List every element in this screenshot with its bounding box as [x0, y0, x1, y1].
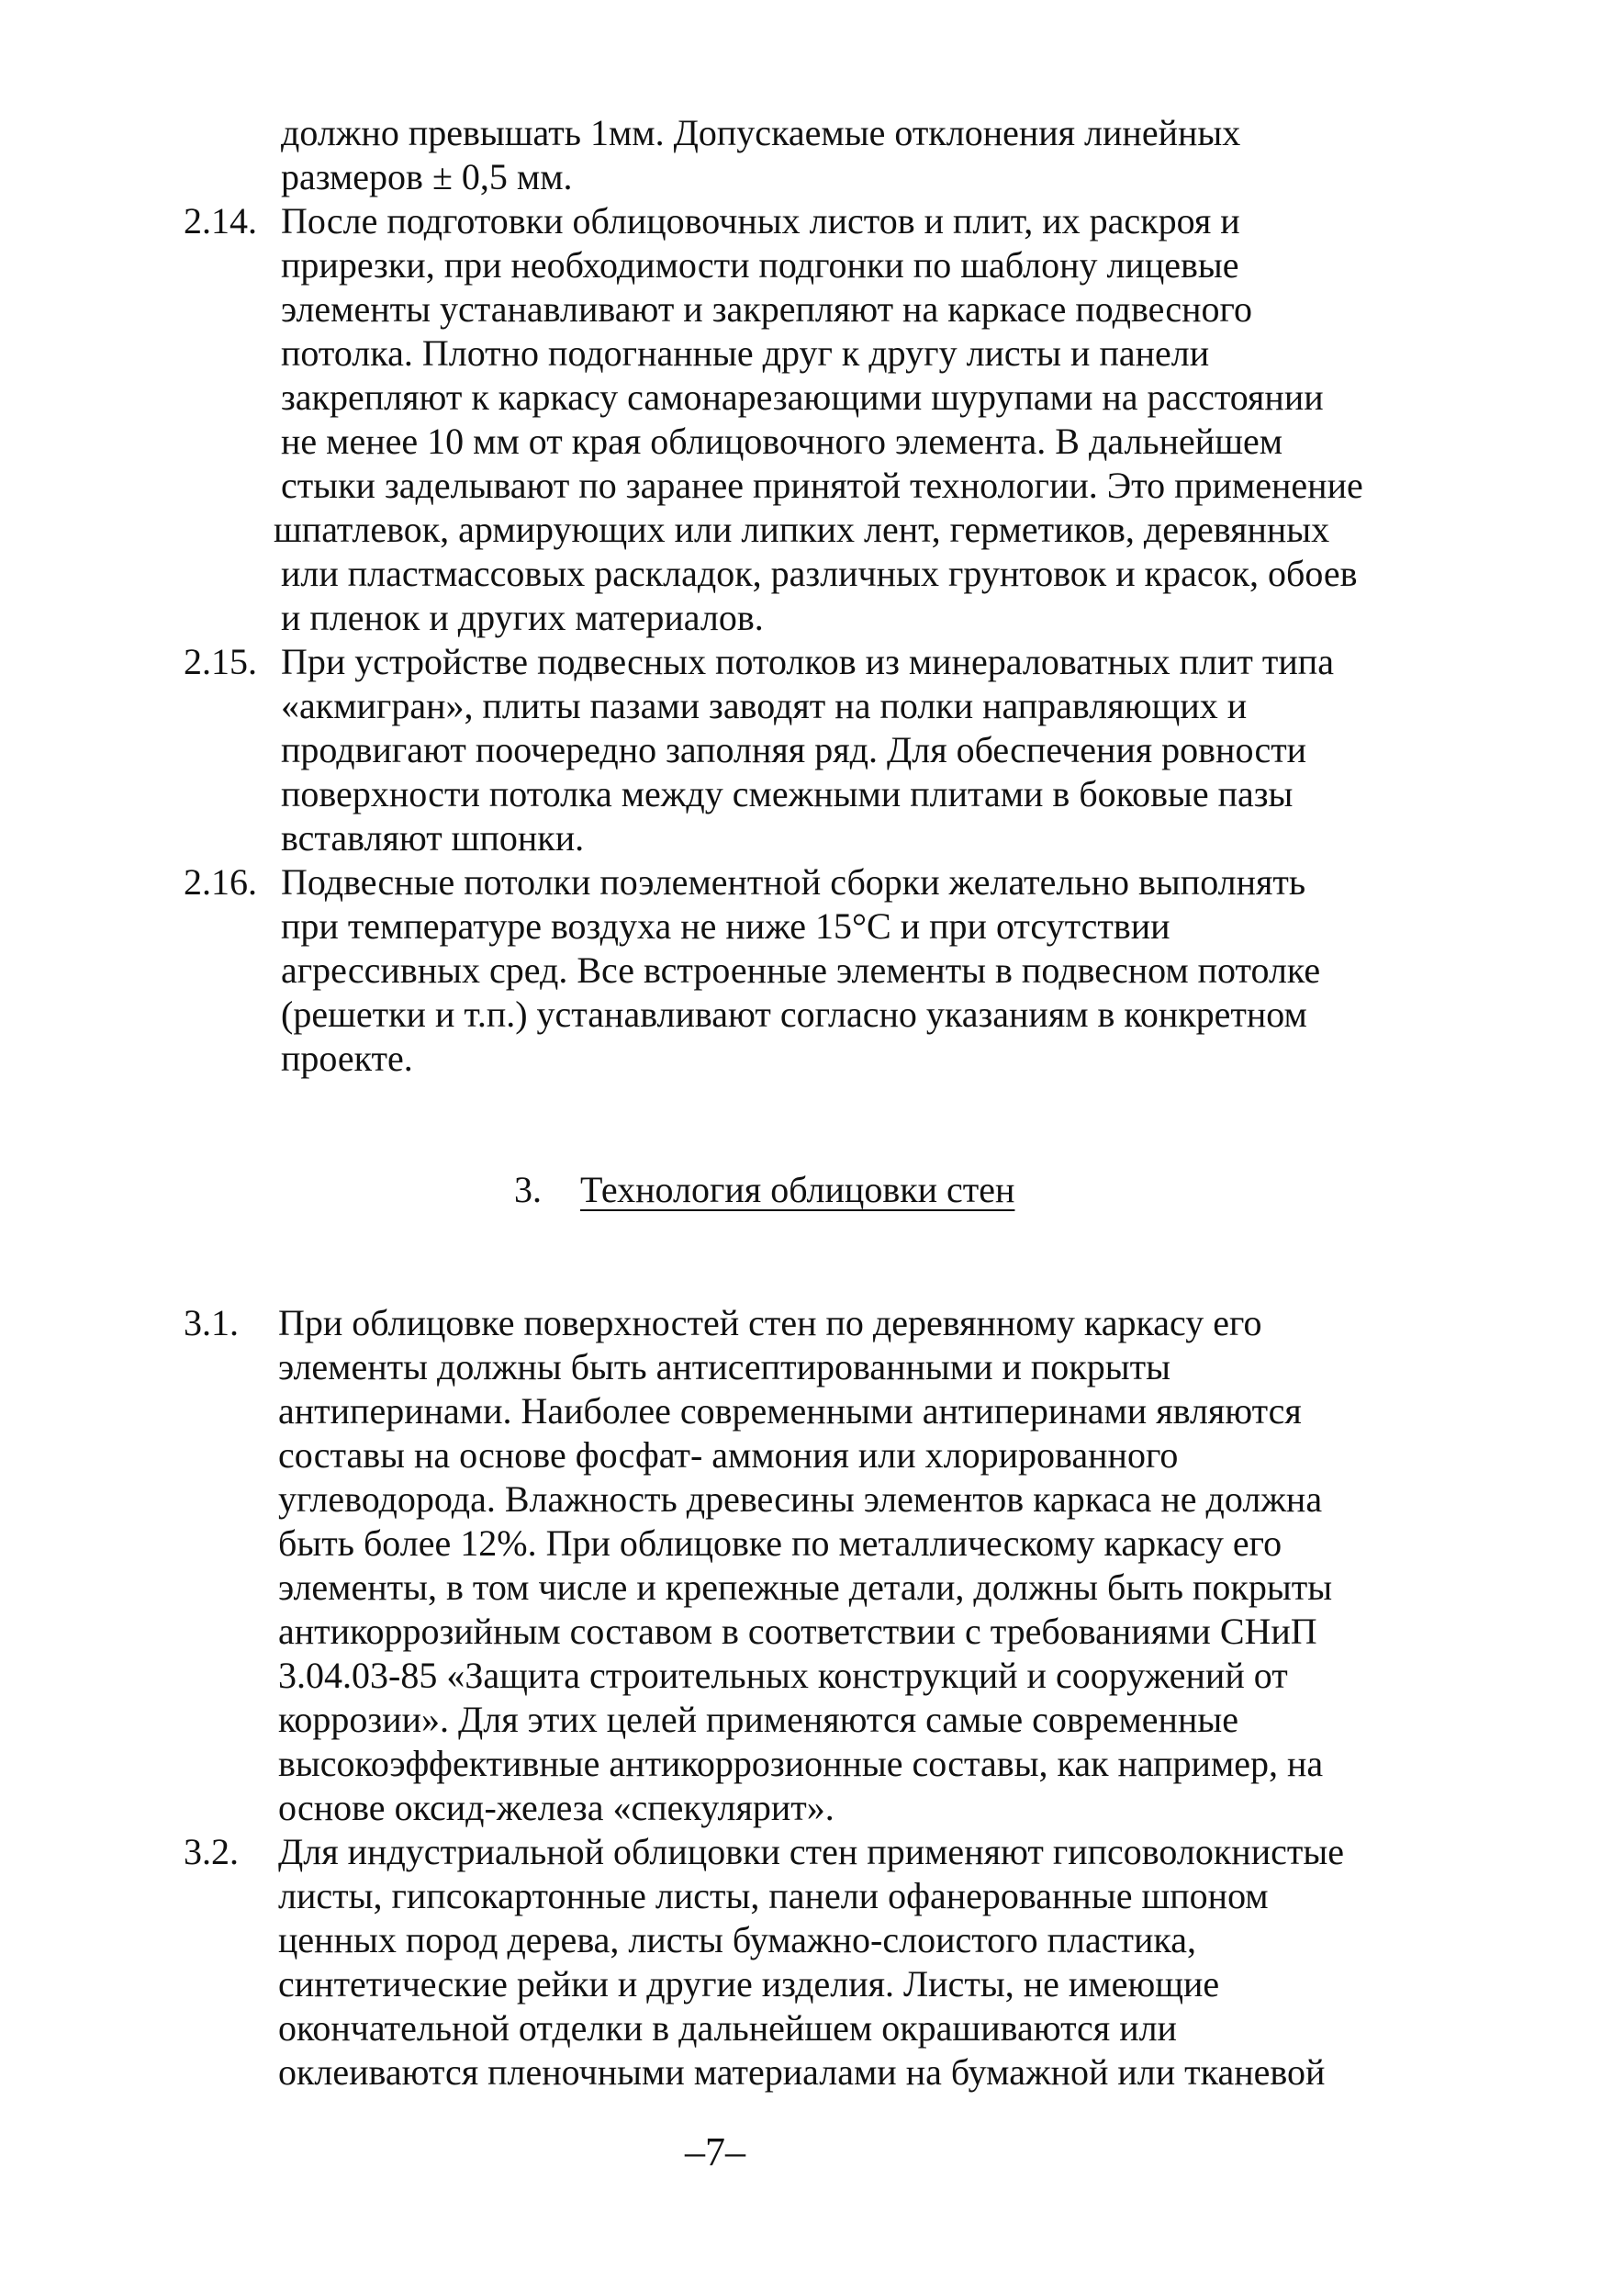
item-2-15-line-5: вставляют шпонки.: [281, 817, 585, 859]
section-heading: [514, 1168, 1014, 1212]
page-number: –7–: [685, 2129, 745, 2174]
item-2-14-line-9: или пластмассовых раскладок, различных грунтовок и красок, обоев: [281, 553, 1358, 594]
item-2-15-line-4: поверхности потолка между смежными плитами в боковые пазы: [281, 773, 1294, 814]
item-3-1-line-11: высокоэффективные антикоррозионные составы, как например, на: [278, 1743, 1324, 1784]
item-3-1-line-9: 3.04.03-85 «Защита строительных конструкций и сооружений от: [278, 1655, 1288, 1696]
item-2-16-line-4: (решетки и т.п.) устанавливают согласно указаниям в конкретном: [281, 994, 1307, 1035]
section-title: Технология облицовки стен: [580, 1169, 1015, 1210]
item-2-14-line-3: элементы устанавливают и закрепляют на каркасе подвесного: [281, 288, 1252, 330]
item-2-16-line-1: Подвесные потолки поэлементной сборки желательно выполнять: [281, 861, 1306, 903]
item-2-16-line-3: агрессивных сред. Все встроенные элементы в подвесном потолке: [281, 949, 1321, 991]
item-number-2-16: 2.16.: [184, 861, 257, 903]
item-3-2-line-6: оклеиваются пленочными материалами на бумажной или тканевой: [278, 2051, 1326, 2093]
item-number-3-1: 3.1.: [184, 1302, 239, 1343]
item-2-14-line-4: потолка. Плотно подогнанные друг к другу листы и панели: [281, 332, 1210, 374]
item-2-14-line-8: шпатлевок, армирующих или липких лент, герметиков, деревянных: [274, 509, 1330, 550]
item-2-14-line-1: После подготовки облицовочных листов и плит, их раскроя и: [281, 200, 1240, 241]
item-2-16-line-5: проекте.: [281, 1038, 413, 1079]
item-number-2-15: 2.15.: [184, 641, 257, 682]
item-3-1-line-2: элементы должны быть антисептированными и покрыты: [278, 1346, 1170, 1387]
item-2-14-line-5: закрепляют к каркасу самонарезающими шурупами на расстоянии: [281, 376, 1324, 418]
item-number-3-2: 3.2.: [184, 1831, 239, 1872]
item-number-2-14: 2.14.: [184, 200, 257, 241]
item-2-14-line-10: и пленок и других материалов.: [281, 597, 764, 638]
item-3-1-line-8: антикоррозийным составом в соответствии с требованиями СНиП: [278, 1611, 1317, 1652]
intro-line-1: должно превышать 1мм. Допускаемые отклонения линейных: [281, 112, 1241, 153]
item-3-1-line-3: антиперинами. Наиболее современными антиперинами являются: [278, 1390, 1302, 1432]
item-2-15-line-1: При устройстве подвесных потолков из минераловатных плит типа: [281, 641, 1334, 682]
item-3-1-line-1: При облицовке поверхностей стен по деревянному каркасу его: [278, 1302, 1262, 1343]
intro-line-2: размеров ± 0,5 мм.: [281, 156, 573, 197]
item-2-15-line-2: «акмигран», плиты пазами заводят на полки направляющих и: [281, 685, 1248, 726]
item-3-2-line-1: Для индустриальной облицовки стен применяют гипсоволокнистые: [278, 1831, 1344, 1872]
item-3-2-line-5: окончательной отделки в дальнейшем окрашиваются или: [278, 2007, 1177, 2049]
item-3-2-line-3: ценных пород дерева, листы бумажно-слоистого пластика,: [278, 1919, 1196, 1960]
item-2-14-line-7: стыки заделывают по заранее принятой технологии. Это применение: [281, 465, 1363, 506]
item-3-1-line-5: углеводорода. Влажность древесины элементов каркаса не должна: [278, 1478, 1323, 1520]
item-3-1-line-4: составы на основе фосфат- аммония или хлорированного: [278, 1434, 1179, 1476]
item-2-14-line-6: не менее 10 мм от края облицовочного элемента. В дальнейшем: [281, 421, 1283, 462]
item-2-15-line-3: продвигают поочередно заполняя ряд. Для обеспечения ровности: [281, 729, 1307, 770]
item-2-14-line-2: прирезки, при необходимости подгонки по шаблону лицевые: [281, 244, 1239, 286]
item-3-1-line-6: быть более 12%. При облицовке по металлическому каркасу его: [278, 1522, 1282, 1564]
section-number: 3.: [514, 1169, 542, 1210]
item-2-16-line-2: при температуре воздуха не ниже 15°С и при отсутствии: [281, 905, 1170, 947]
item-3-2-line-4: синтетические рейки и другие изделия. Листы, не имеющие: [278, 1963, 1220, 2005]
item-3-1-line-7: элементы, в том числе и крепежные детали, должны быть покрыты: [278, 1567, 1333, 1608]
item-3-1-line-10: коррозии». Для этих целей применяются самые современные: [278, 1699, 1238, 1740]
item-3-1-line-12: основе оксид-железа «спекулярит».: [278, 1787, 834, 1828]
item-3-2-line-2: листы, гипсокартонные листы, панели офанерованные шпоном: [278, 1875, 1269, 1916]
